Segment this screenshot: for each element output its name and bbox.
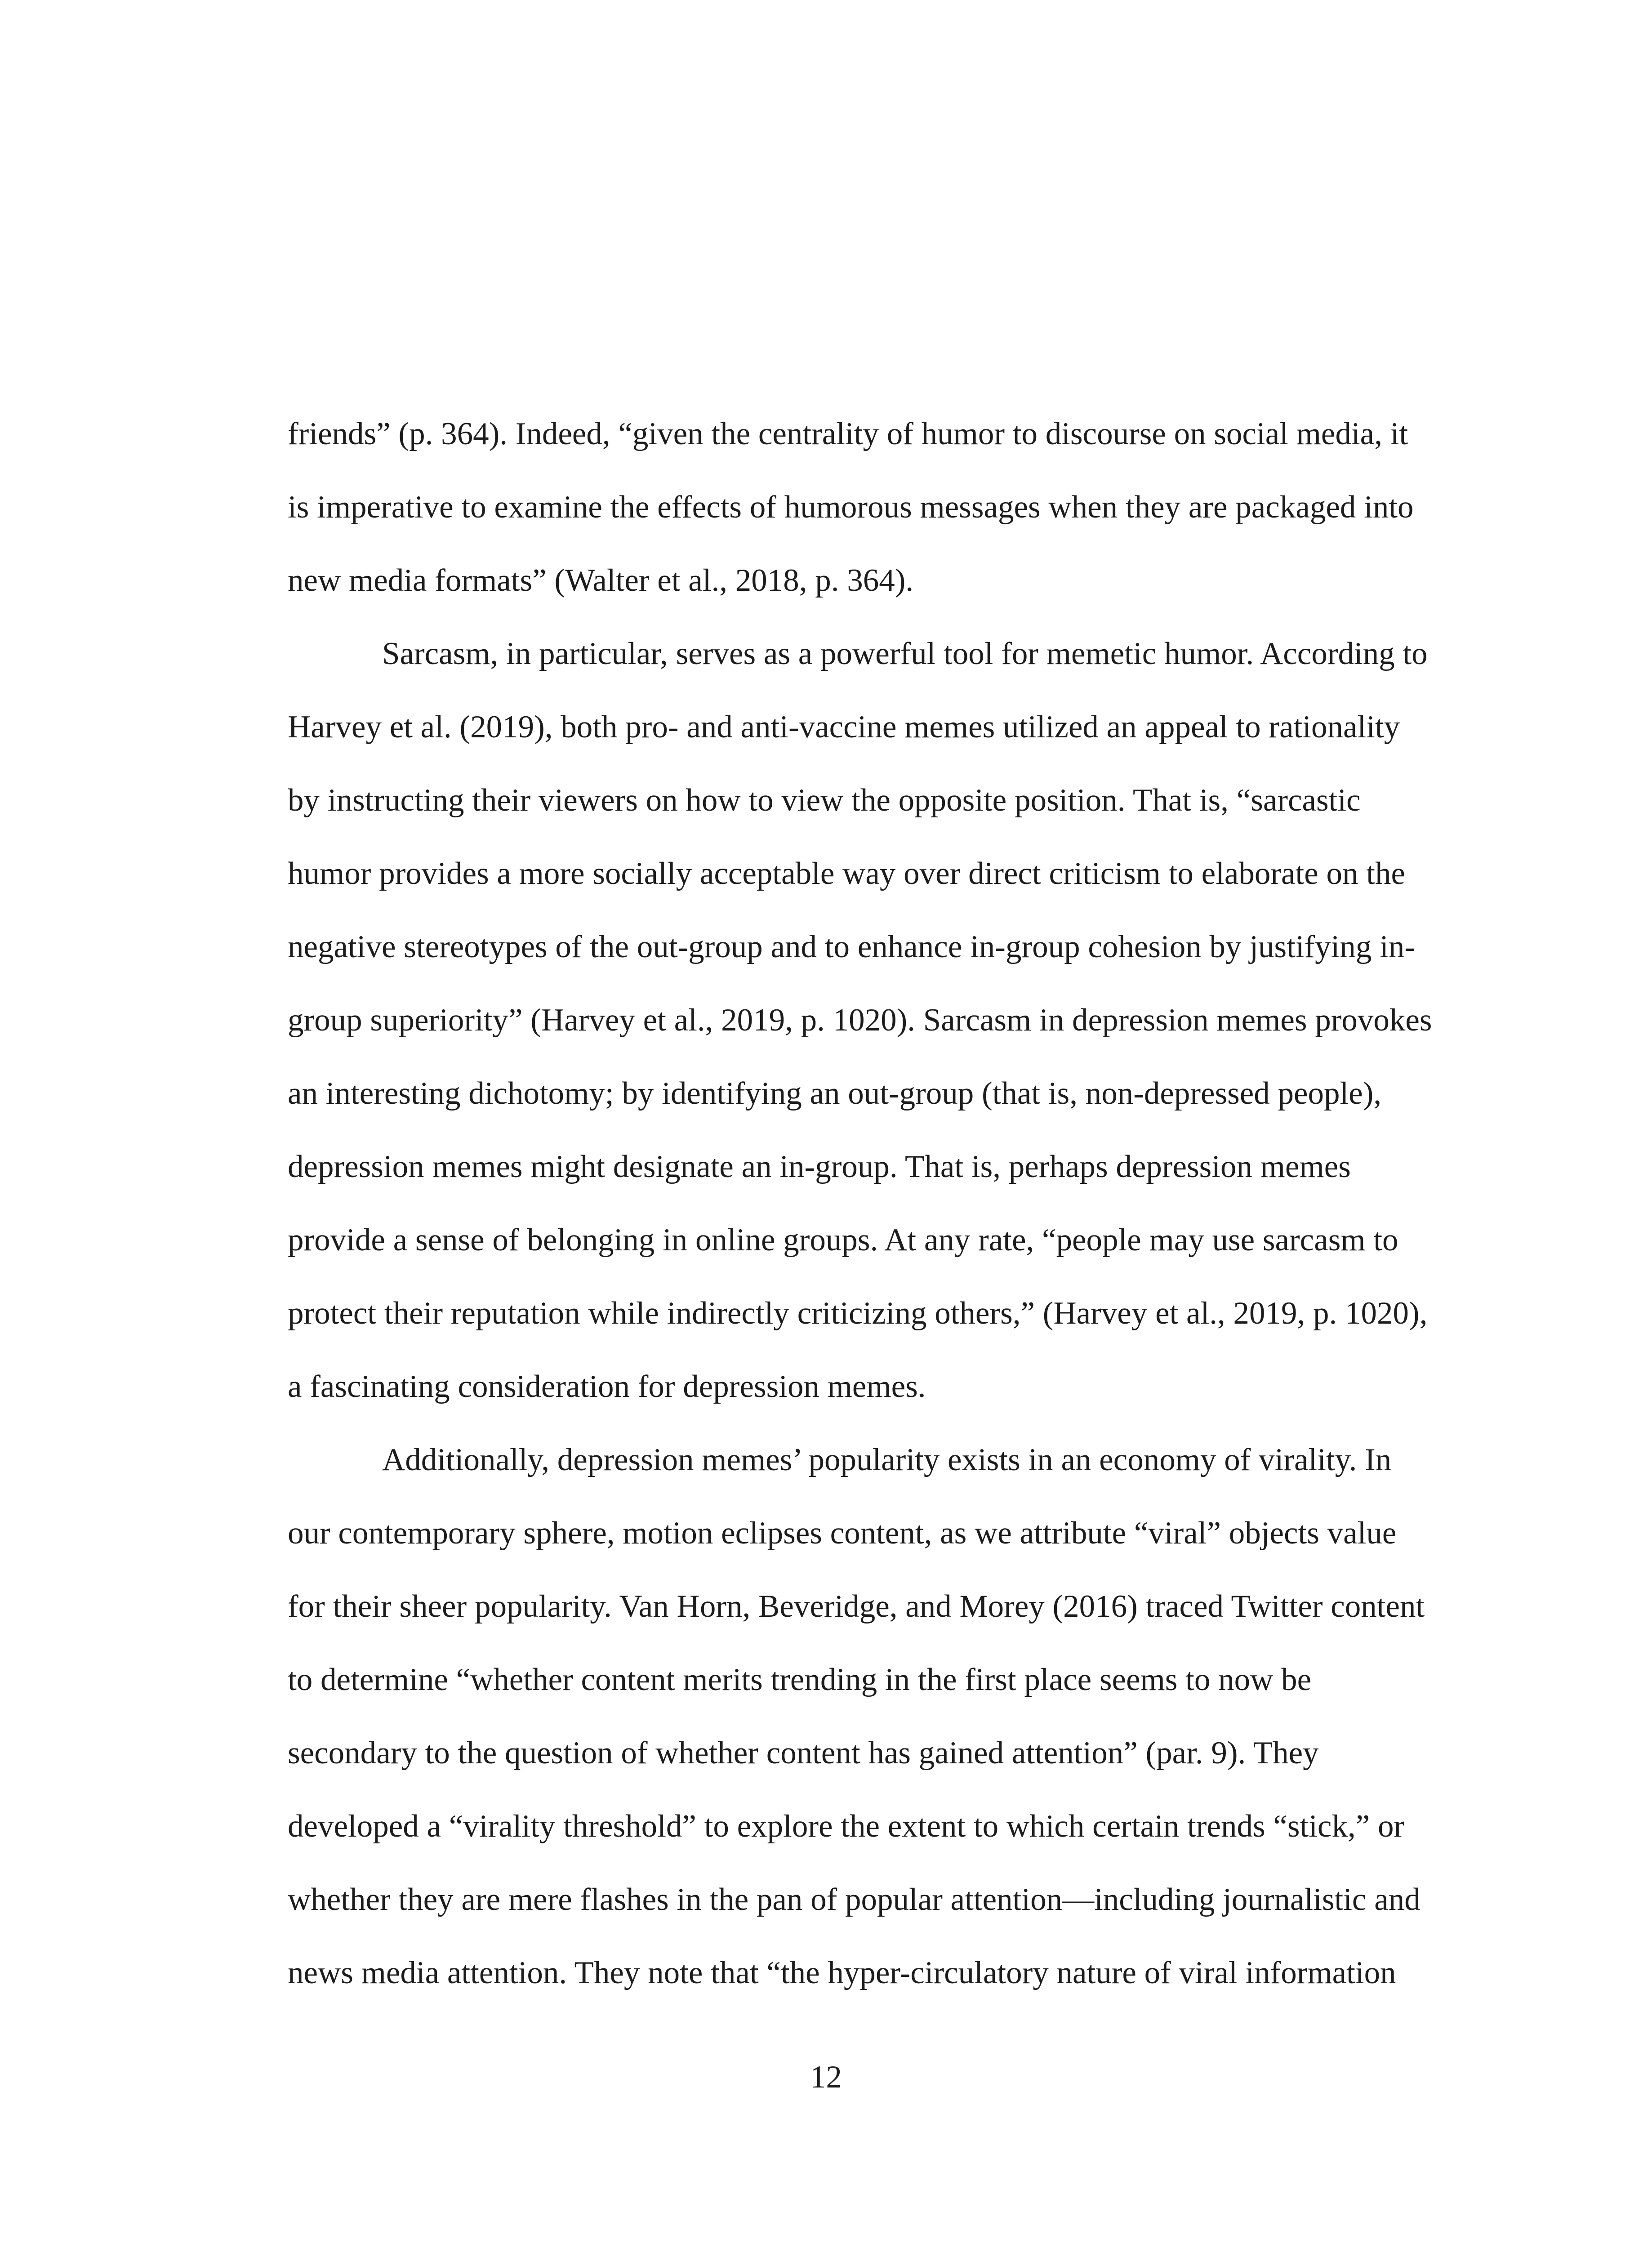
- text-line: secondary to the question of whether content has gained attention” (par. 9). They: [288, 1735, 1319, 1771]
- text-line: group superiority” (Harvey et al., 2019, p. 1020). Sarcasm in depression memes provokes: [288, 1003, 1432, 1038]
- text-line: news media attention. They note that “the hyper-circulatory nature of viral information: [288, 1955, 1396, 1990]
- text-line: to determine “whether content merits trending in the first place seems to now be: [288, 1662, 1312, 1697]
- text-line: Additionally, depression memes’ popularity exists in an economy of virality. In: [382, 1442, 1392, 1477]
- text-line: negative stereotypes of the out-group and to enhance in-group cohesion by justifying in-: [288, 929, 1416, 964]
- text-line: provide a sense of belonging in online groups. At any rate, “people may use sarcasm to: [288, 1222, 1398, 1258]
- text-line: new media formats” (Walter et al., 2018, p. 364).: [288, 563, 914, 598]
- text-line: protect their reputation while indirectly criticizing others,” (Harvey et al., 2019, p. 1020),: [288, 1296, 1428, 1331]
- text-line: Harvey et al. (2019), both pro- and anti-vaccine memes utilized an appeal to rationality: [288, 709, 1400, 745]
- text-line: developed a “virality threshold” to explore the extent to which certain trends “stick,” or: [288, 1809, 1405, 1844]
- text-line: a fascinating consideration for depression memes.: [288, 1369, 926, 1404]
- text-line: Sarcasm, in particular, serves as a powerful tool for memetic humor. According to: [382, 636, 1428, 671]
- text-line: whether they are mere flashes in the pan of popular attention—including journalistic and: [288, 1882, 1420, 1917]
- text-line: is imperative to examine the effects of humorous messages when they are packaged into: [288, 490, 1414, 525]
- text-line: an interesting dichotomy; by identifying an out-group (that is, non-depressed people),: [288, 1076, 1382, 1111]
- text-line: for their sheer popularity. Van Horn, Beveridge, and Morey (2016) traced Twitter content: [288, 1589, 1425, 1624]
- text-line: depression memes might designate an in-group. That is, perhaps depression memes: [288, 1149, 1351, 1184]
- text-line: by instructing their viewers on how to view the opposite position. That is, “sarcastic: [288, 783, 1361, 818]
- text-line: humor provides a more socially acceptable way over direct criticism to elaborate on the: [288, 856, 1406, 891]
- text-line: friends” (p. 364). Indeed, “given the centrality of humor to discourse on social media, it: [288, 416, 1408, 451]
- text-line: our contemporary sphere, motion eclipses content, as we attribute “viral” objects value: [288, 1516, 1397, 1551]
- page-number: 12: [810, 2060, 842, 2095]
